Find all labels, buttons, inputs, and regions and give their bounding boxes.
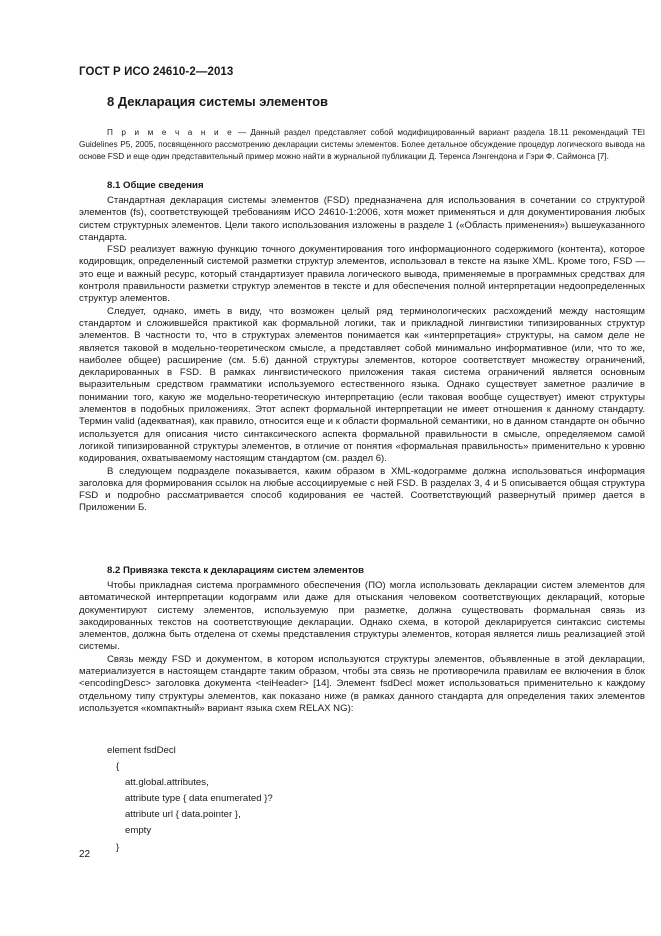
code-line: } — [116, 841, 120, 853]
document-header: ГОСТ Р ИСО 24610-2—2013 — [79, 66, 234, 78]
code-line: attribute url { data.pointer }, — [125, 809, 241, 821]
note-block — [79, 127, 645, 163]
paragraph: Стандартная декларация системы элементов (FSD) предназначена для использования в сочетании со структурой элементов (fs), соответствующей требованиям ИСО 24610-1:2006, хотя может применяться и для документирования любых систем структурных элементов. Цели такого использования изложены в разделе 1 («Область применения») вышеуказанного стандарта. — [79, 195, 645, 243]
code-line: att.global.attributes, — [125, 777, 209, 789]
code-line: attribute type { data enumerated }? — [125, 793, 273, 805]
subsection-1-body — [79, 195, 645, 515]
note-text: — Данный раздел представляет собой модифицированный вариант раздела 18.11 рекомендаций TEI Guidelines P5, 2005, посвященного рассмотрению декларации системы элементов. Более детальное обсуждение процедур логического вывода на основе FSD и еще один представительный пример можно найти в журнальной публикации Д. Теренса Лэнгендона и Гэри Ф. Саймонса [7]. — [79, 128, 646, 161]
code-listing — [107, 743, 273, 856]
subsection-1-title: 8.1 Общие сведения — [107, 180, 204, 191]
subsection-2-body — [79, 580, 645, 715]
paragraph: Связь между FSD и документом, в котором используются структуры элементов, объявленные в этой декларации, материализуется в настоящем стандарте таким образом, чтобы эта связь не противоречила правилам ее включения в блок <encodingDesc> заголовка документа <teiHeader> [14]. Элемент fsdDecl может использоваться применительно к каждому отдельному типу структуры элементов, как показано ниже (в рамках данного стандарта для определения таких элементов используется «компактный» вариант языка схем RELAX NG): — [79, 653, 645, 714]
section-title: 8 Декларация системы элементов — [107, 94, 329, 109]
paragraph: В следующем подразделе показывается, каким образом в XML-кодограмме должна использоваться информация заголовка для формирования ссылок на любые ассоциируемые с ней FSD. В разделах 3, 4 и 5 описывается общая структура FSD и подробно рассматривается способ кодирования ее частей. Соответствующий развернутый пример дается в Приложении Б. — [79, 465, 645, 514]
page-number: 22 — [79, 849, 91, 860]
paragraph: Следует, однако, иметь в виду, что возможен целый ряд терминологических расхождений между настоящим стандартом и сложившейся практикой как формальной логики, так и прикладной лингвистики типизированных структур элементов. В частности то, что в структурах элементов понимается как «интерпретация» структуры, на самом деле не является таковой в модельно-теоретическом смысле, а представляет собой минимально информативное (или, что то же, наиболее общее) расширение (см. 5.6) данной структуры элементов, которое соответствует множеству ограничений, декларированных в FSD. В рамках лингвистического приложения такая система ограничений является основным выразительным средством грамматики используемого естественного языка. Однако существует заметное различие в понимании того, какую же модельно-теоретическую интерпретацию (если таковая вообще существует) имеют структуры элементов в подобных приложениях. Этот аспект формальной интерпретации не имеет отношения к данному стандарту. Термин valid (адекватная), как правило, относится еще и к области формальной семантики, но в данном стандарте он обычно используется для описания чисто синтаксического аспекта формальной правильности в смысле, определяемом самой логикой типизированной структуры элементов, в отличие от понятия «формальная правильность» применительно к уровню кодирования, охватываемому настоящим стандартом (см. раздел 6). — [79, 305, 645, 465]
code-line: element fsdDecl — [107, 745, 176, 756]
code-line: { — [116, 761, 120, 773]
paragraph: Чтобы прикладная система программного обеспечения (ПО) могла использовать декларации систем элементов для автоматической интерпретации кодограмм или даже для отыскания человеком соответствующих деклараций, которые документируют систему элементов, используемую при разметке, должна существовать формальная связь из закодированных текстов на соответствующие декларации. Однако схема, в которой декларируется синтаксис системы элементов, должна быть отделена от схемы представления структуры элементов, которая является лишь реализацией этой системы. — [79, 580, 645, 653]
paragraph: FSD реализует важную функцию точного документирования того информационного содержимого (контента), которое кодировщик, определенный системой разметки структур элементов, использовал в тексте на языке XML. Кроме того, FSD — это еще и важный ресурс, который стандартизует правила логического вывода, применяемые в программных средствах для контроля правильности разметки структур элементов в тексте и для обеспечения полной интерпретации недоопределенных структур элементов. — [79, 244, 645, 305]
note-label: П р и м е ч а н и е — [107, 128, 234, 137]
code-line: empty — [125, 825, 152, 837]
subsection-2-title: 8.2 Привязка текста к декларациям систем элементов — [107, 565, 364, 576]
